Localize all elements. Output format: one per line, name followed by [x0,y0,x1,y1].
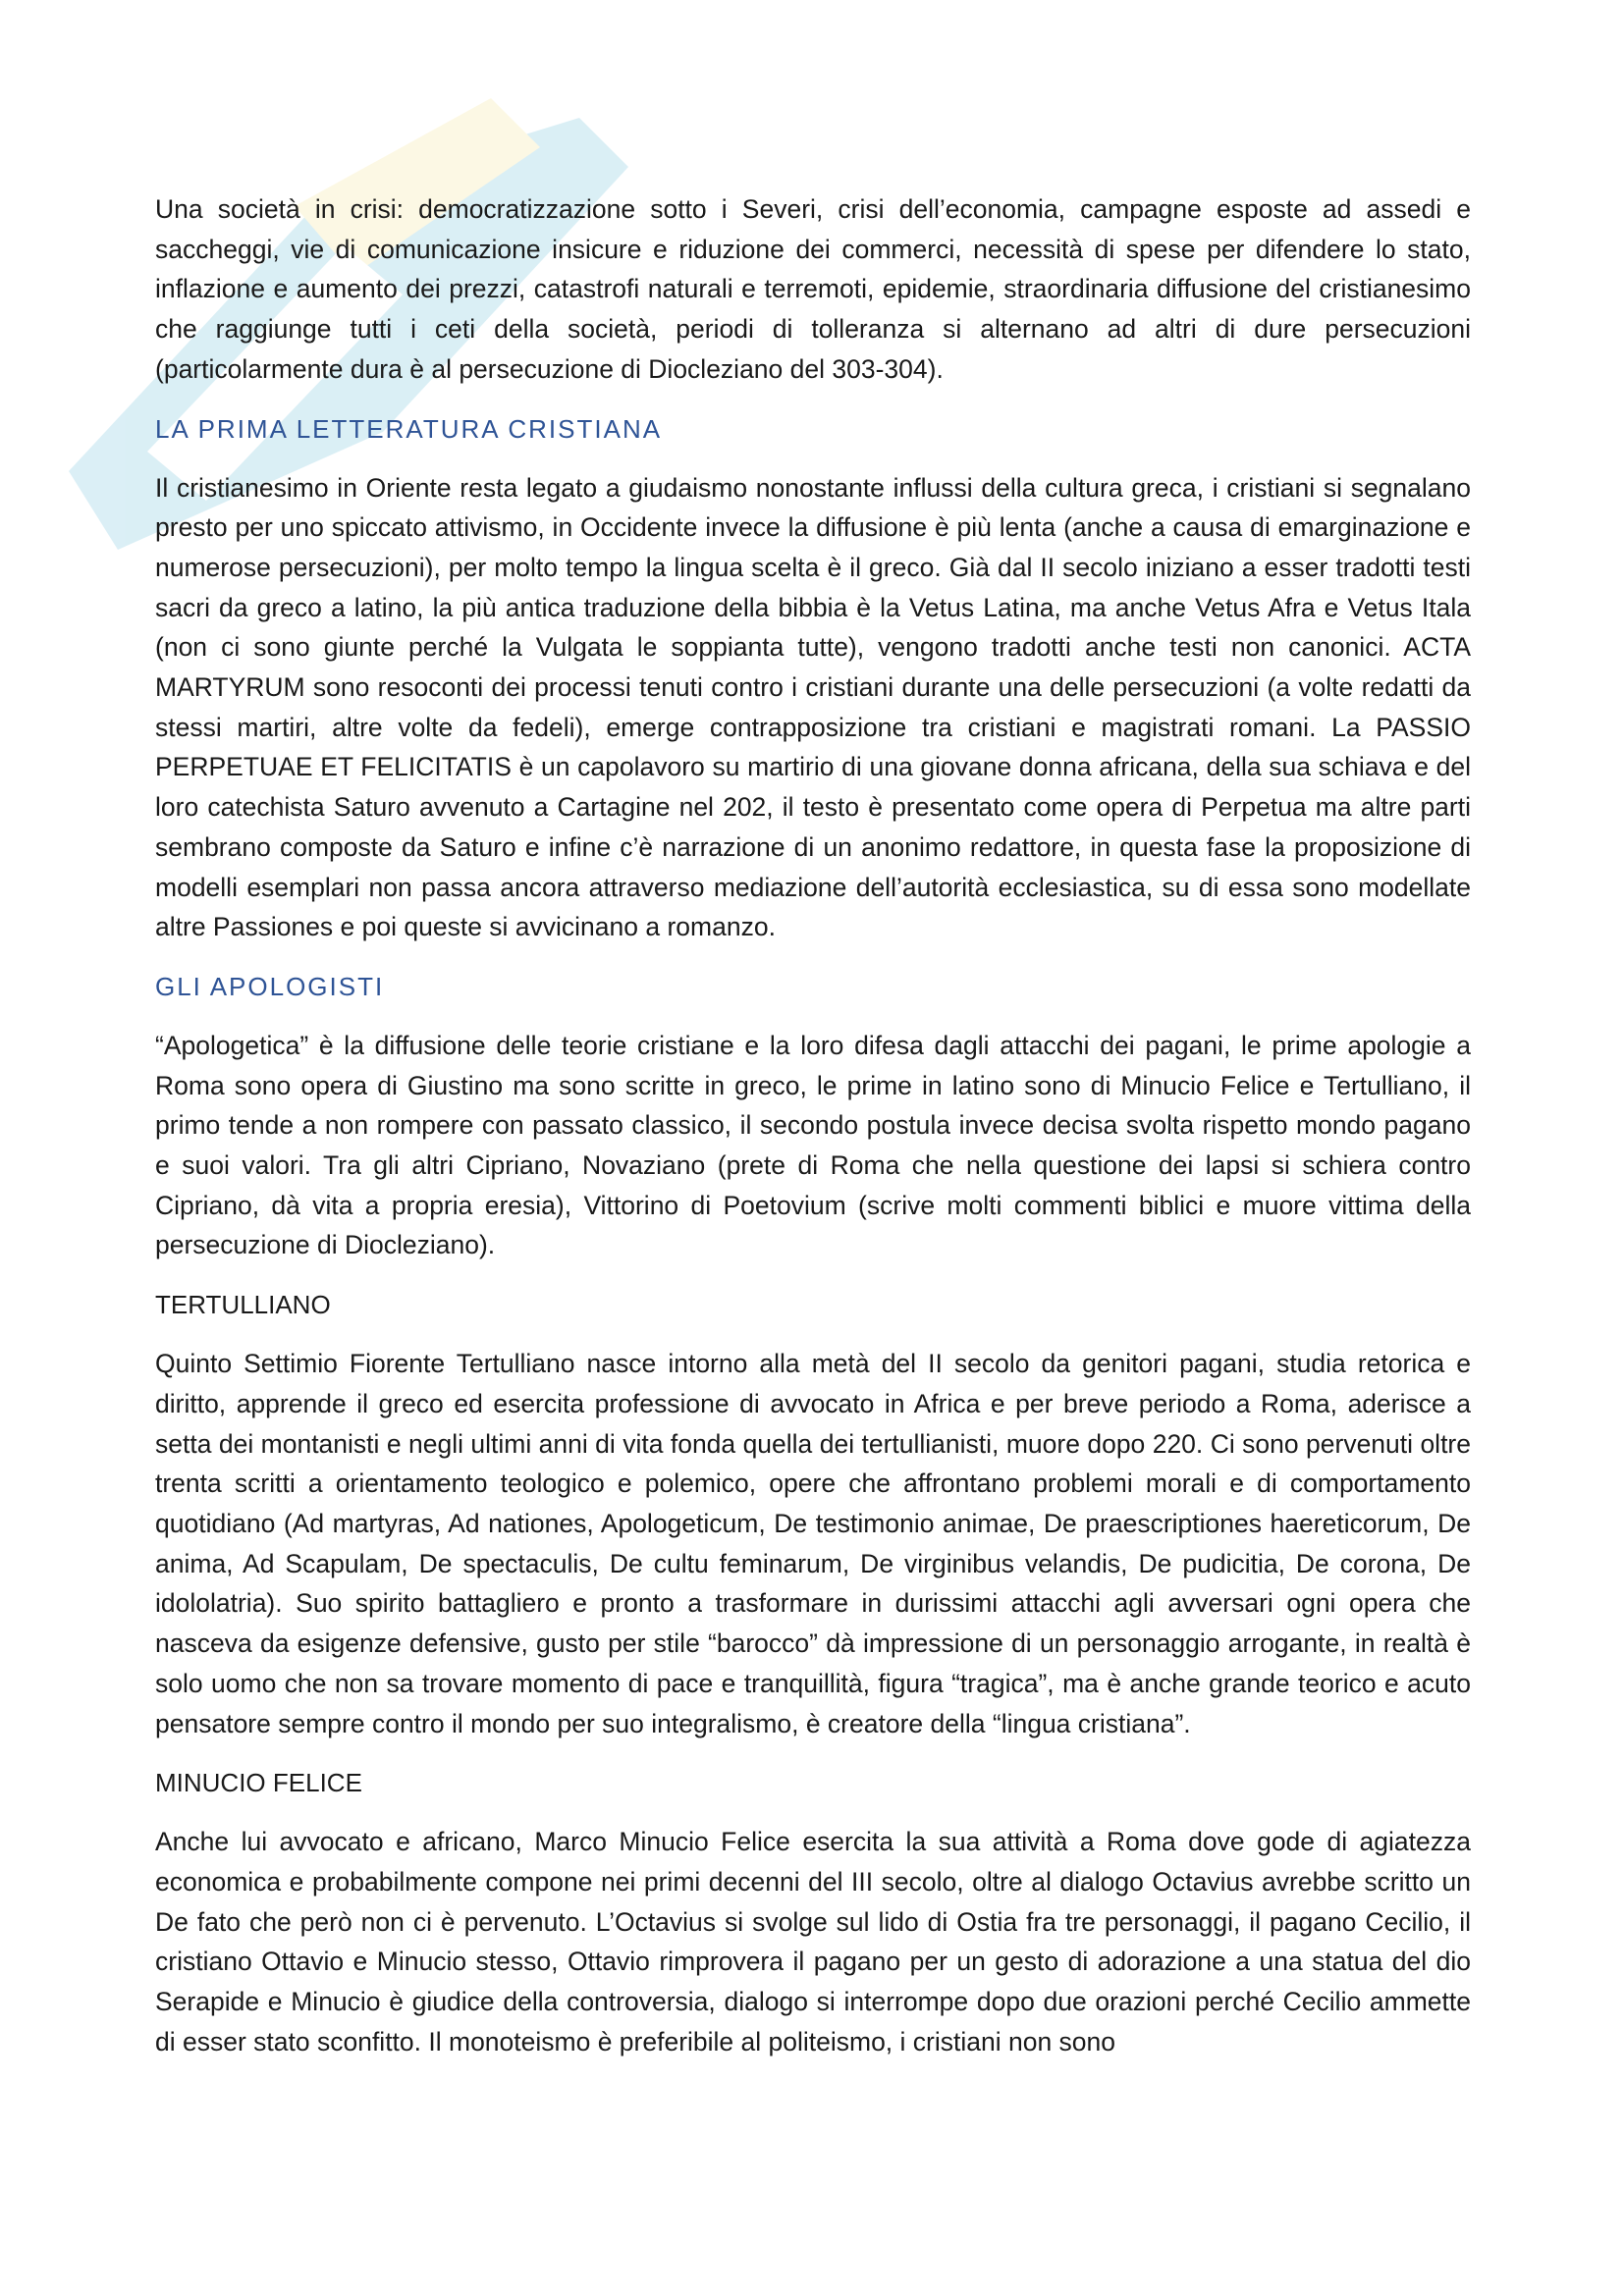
intro-paragraph: Una società in crisi: democratizzazione sotto i Severi, crisi dell’economia, campagne esposte ad assedi e saccheggi, vie di comunicazione insicure e riduzione dei commerci, necessità di spese per difendere lo stato, inflazione e aumento dei prezzi, catastrofi naturali e terremoti, epidemie, straordinaria diffusione del cristianesimo che raggiunge tutti i ceti della società, periodi di tolleranza si alternano ad altri di dure persecuzioni (particolarmente dura è al persecuzione di Diocleziano del 303-304). [155,194,1471,384]
document-body [155,189,1471,2081]
heading-prima-letteratura: LA PRIMA LETTERATURA CRISTIANA [155,413,663,444]
tertulliano-paragraph: Quinto Settimio Fiorente Tertulliano nasce intorno alla metà del II secolo da genitori pagani, studia retorica e diritto, apprende il greco ed esercita professione di avvocato in Africa e per breve periodo a Roma, aderisce a setta dei montanisti e negli ultimi anni di vita fonda quella dei tertullianisti, muore dopo 220. Ci sono pervenuti oltre trenta scritti a orientamento teologico e polemico, opere che affrontano problemi morali e di comportamento quotidiano (Ad martyras, Ad nationes, Apologeticum, De testimonio animae, De praescriptiones haereticorum, De anima, Ad Scapulam, De spectaculis, De cultu feminarum, De virginibus velandis, De pudicitia, De corona, De idololatria). Suo spirito battagliero e pronto a trasformare in durissimi attacchi agli avversari ogni opera che nasceva da esigenze defensive, gusto per stile “barocco” dà impressione di un personaggio arrogante, in realtà è solo uomo che non sa trovare momento di pace e tranquillità, figura “tragica”, ma è anche grande teorico e acuto pensatore sempre contro il mondo per suo integralismo, è creatore della “lingua cristiana”. [155,1349,1471,1738]
prima-letteratura-paragraph: Il cristianesimo in Oriente resta legato a giudaismo nonostante influssi della cultura greca, i cristiani si segnalano presto per uno spiccato attivismo, in Occidente invece la diffusione è più lenta (anche a causa di emarginazione e numerose persecuzioni), per molto tempo la lingua scelta è il greco. Già dal II secolo iniziano a esser tradotti testi sacri da greco a latino, la più antica traduzione della bibbia è la Vetus Latina, ma anche Vetus Afra e Vetus Itala (non ci sono giunte perché la Vulgata le soppianta tutte), vengono tradotti anche testi non canonici. ACTA MARTYRUM sono resoconti dei processi tenuti contro i cristiani durante una delle persecuzioni (a volte redatti da stessi martiri, altre volte da fedeli), emerge contrapposizione tra cristiani e magistrati romani. La PASSIO PERPETUAE ET FELICITATIS è un capolavoro su martirio di una giovane donna africana, della sua schiava e del loro catechista Saturo avvenuto a Cartagine nel 202, il testo è presentato come opera di Perpetua ma altre parti sembrano composte da Saturo e infine c’è narrazione di un anonimo redattore, in questa fase la proposizione di modelli esemplari non passa ancora attraverso mediazione dell’autorità ecclesiastica, su di essa sono modellate altre Passiones e poi queste si avvicinano a romanzo. [155,472,1471,942]
heading-apologisti: GLI APOLOGISTI [155,971,385,1001]
heading-tertulliano: TERTULLIANO [155,1290,331,1320]
apologisti-paragraph: “Apologetica” è la diffusione delle teorie cristiane e la loro difesa dagli attacchi dei pagani, le prime apologie a Roma sono opera di Giustino ma sono scritte in greco, le prime in latino sono di Minucio Felice e Tertulliano, il primo tende a non rompere con passato classico, il secondo postula invece decisa svolta rispetto mondo pagano e suoi valori. Tra gli altri Cipriano, Novaziano (prete di Roma che nella questione dei lapsi si schiera contro Cipriano, dà vita a propria eresia), Vittorino di Poetovium (scrive molti commenti biblici e muore vittima della persecuzione di Diocleziano). [155,1030,1471,1260]
minucio-paragraph: Anche lui avvocato e africano, Marco Minucio Felice esercita la sua attività a Roma dove gode di agiatezza economica e probabilmente compone nei primi decenni del III secolo, oltre al dialogo Octavius avrebbe scritto un De fato che però non ci è pervenuto. L’Octavius si svolge sul lido di Ostia fra tre personaggi, il pagano Cecilio, il cristiano Ottavio e Minucio stesso, Ottavio rimprovera il pagano per un gesto di adorazione a una statua del dio Serapide e Minucio è giudice della controversia, dialogo si interrompe dopo due orazioni perché Cecilio ammette di esser stato sconfitto. Il monoteismo è preferibile al politeismo, i cristiani non sono [155,1827,1471,2056]
heading-minucio: MINUCIO FELICE [155,1768,362,1798]
